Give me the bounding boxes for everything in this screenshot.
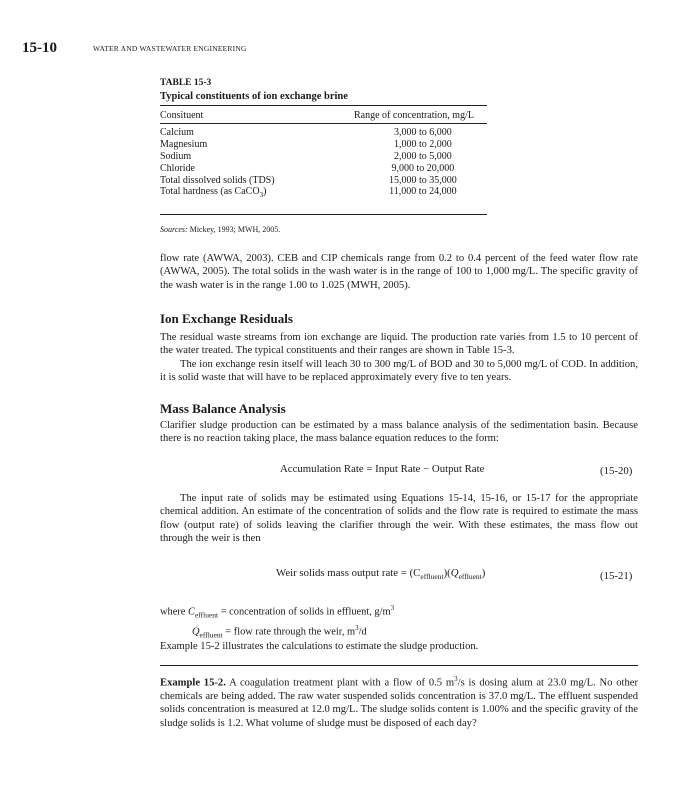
table-body	[160, 127, 487, 198]
row-range: 1,000 to 2,000	[394, 138, 452, 150]
table-header-constituent: Consituent	[160, 110, 204, 121]
example-15-2: Example 15-2. A coagulation treatment plant with a flow of 0.5 $m^3/s$ is dosing alum at 23.0 mg/L. No other chemicals are being added. The raw water suspended solids concentration is 37.0 mg/L. The effluent suspended solids concentration is measured at 12.0 mg/L. The sludge solids content is 1.00% and the specific gravity of the sludge solids is 1.2. What volume of sludge must be disposed of each day?	[160, 675, 638, 729]
row-constituent: Total dissolved solids (TDS)	[160, 174, 275, 186]
table-row	[160, 163, 487, 175]
paragraph-input-rate: The input rate of solids may be estimated using Equations 15-14, 15-16, or 15-17 for the appropriate chemical addition. An estimate of the concentration of solids and the flow rate is required to estimate the mass flow (output rate) of solids leaving the clarifier through the weir. With these estimates, the mass flow out through the weir is then	[160, 493, 638, 545]
equation-number-15-21: (15-21)	[600, 570, 633, 582]
table-row	[160, 186, 487, 198]
row-range: 9,000 to 20,000	[391, 162, 455, 174]
paragraph-example-intro: Example 15-2 illustrates the calculations to estimate the sludge production.	[160, 641, 479, 652]
table-header-range: Range of concentration, mg/L	[354, 110, 474, 121]
table-sources: Sources: Mickey, 1993; MWH, 2005.	[160, 225, 281, 234]
row-range: 11,000 to 24,000	[389, 186, 457, 198]
equation-15-21: Weir solids mass output rate = $(C_{effluent})(Q_{effluent})$	[276, 567, 486, 582]
equation-number-15-20: (15-20)	[600, 465, 633, 477]
row-range: 3,000 to 6,000	[394, 127, 452, 138]
table-bottom-rule	[160, 214, 487, 215]
page-number: 15-10	[22, 40, 57, 56]
row-constituent: Magnesium	[160, 138, 208, 150]
running-head: WATER AND WASTEWATER ENGINEERING	[93, 44, 247, 53]
heading-ion-exchange: Ion Exchange Residuals	[160, 311, 293, 326]
table-top-rule	[160, 105, 487, 106]
table-row	[160, 175, 487, 187]
table-row	[160, 139, 487, 151]
table-row	[160, 151, 487, 163]
equation-15-20: Accumulation Rate = Input Rate − Output Rate	[280, 463, 485, 475]
table-label: TABLE 15-3	[160, 78, 212, 88]
table-row	[160, 127, 487, 139]
heading-mass-balance: Mass Balance Analysis	[160, 401, 286, 416]
row-constituent: Sodium	[160, 150, 192, 162]
table-header-rule	[160, 123, 487, 124]
paragraph-mass-balance: Clarifier sludge production can be estimated by a mass balance analysis of the sedimentation basin. Because there is no reaction taking place, the mass balance equation reduces to the form:	[160, 420, 638, 445]
paragraph-ion-exchange: The residual waste streams from ion exchange are liquid. The production rate varies from 1.5 to 10 percent of the water treated. The typical constituents and their ranges are shown in Table 15-3. The ion exchange resin itself will leach 30 to 300 mg/L of BOD and 30 to 5,000 mg/L of COD. In addition, it is solid waste that will have to be replaced approximately every five to ten years.	[160, 332, 638, 384]
example-top-rule	[160, 665, 638, 666]
paragraph-wash-water: flow rate (AWWA, 2003). CEB and CIP chemicals range from 0.2 to 0.4 percent of the feed water flow rate (AWWA, 2005). The total solids in the wash water is in the range of 100 to 1,000 mg/L. The specific gravity of the wash water is in the range 1.00 to 1.025 (MWH, 2005).	[160, 253, 638, 291]
table-title: Typical constituents of ion exchange brine	[160, 91, 348, 102]
row-constituent: Chloride	[160, 162, 195, 174]
row-constituent: Total hardness (as CaCO$_3$)	[160, 186, 267, 200]
where-clause: where $C_{effluent}$ = concentration of solids in effluent, $g/m^3$ $Q_{effluent}$ = flow rate through the weir, $m^3/d$	[160, 604, 395, 640]
row-constituent: Calcium	[160, 127, 194, 138]
row-range: 15,000 to 35,000	[389, 174, 457, 186]
row-range: 2,000 to 5,000	[394, 150, 452, 162]
